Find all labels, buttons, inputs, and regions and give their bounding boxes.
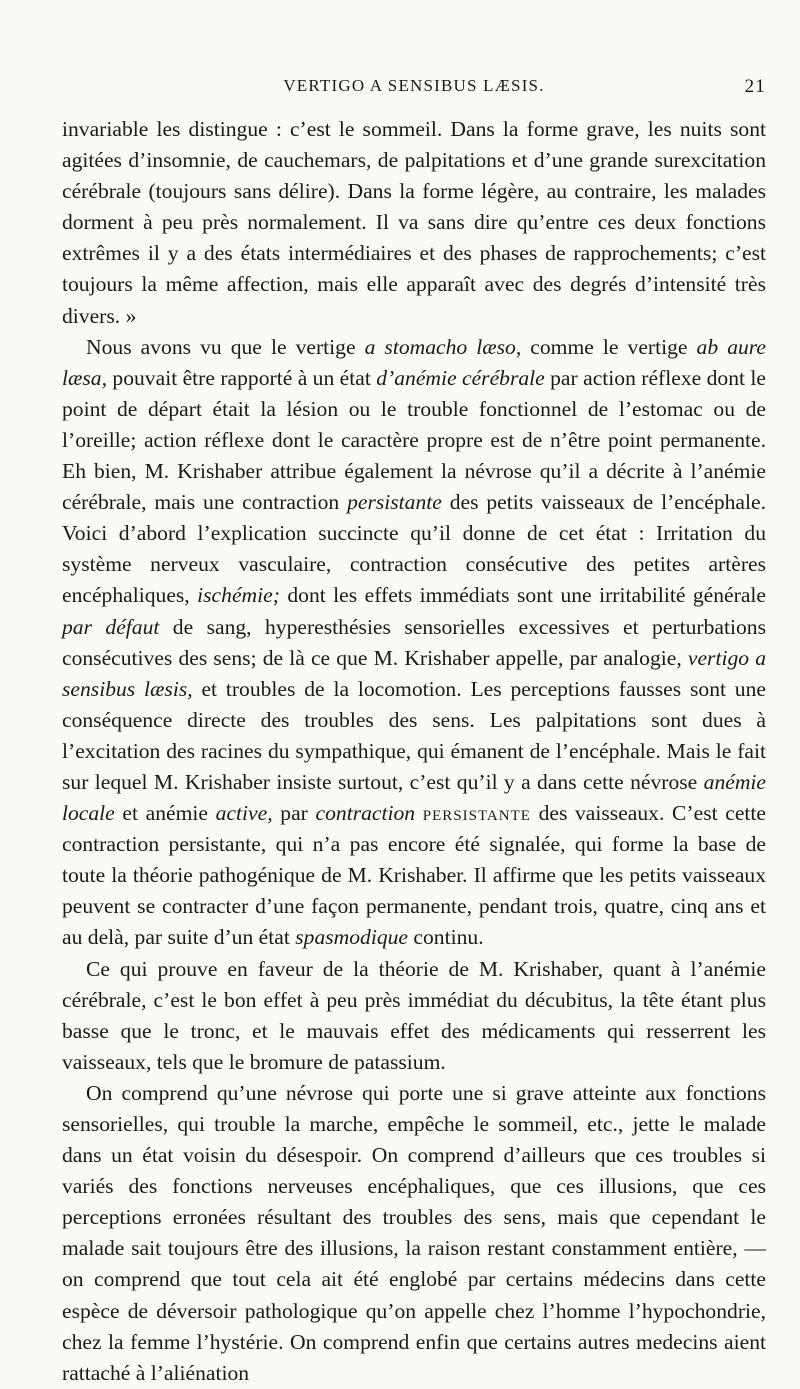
text-run: Ce qui prouve en faveur de la théorie de M. Krishaber, quant à l’anémie cérébrale, c’est le bon effet à peu près immédiat du décubitus, la tête étant plus basse que le tronc, et le mauvais effet des médicaments qui resserrent les vaisseaux, tels que le bromure de patassium. [62, 956, 766, 1074]
italic-run: ischémie; [197, 583, 280, 608]
text-run: par action réflexe dont le point de départ était la lésion ou le trouble fonctionnel de l’estomac ou de l’oreille; action réflexe dont le caractère propre est de n’être point permanente. Eh bien, M. Krishaber attribue également la névrose qu’il a décrite à l’anémie cérébrale, mais une contraction [62, 365, 766, 515]
paragraph [62, 954, 766, 1078]
text-run: par [272, 801, 316, 826]
text-run: et anémie [114, 801, 216, 826]
italic-run: a stomacho læso, [364, 334, 522, 359]
text-run: des petits vaisseaux de l’encéphale. Voici d’abord l’explication succincte qu’il donne de cet état : Irritation du système nerveux vasculaire, contraction consécutive des petites artères encéphaliques, [62, 490, 767, 608]
italic-run: ab aure læsa, [62, 334, 766, 390]
running-title: VERTIGO A SENSIBUS LÆSIS. [283, 76, 545, 95]
text-run: dont les effets immédiats sont une irritabilité générale [279, 583, 766, 608]
italic-run: anémie locale [62, 769, 766, 826]
text-run: et troubles de la locomotion. Les perceptions fausses sont une conséquence directe des troubles des sens. Les palpitations sont dues à l’excitation des racines du sympathique, qui émanent de l’encéphale. Mais le fait sur lequel M. Krishaber insiste surtout, c’est qu’il y a dans cette névrose [62, 676, 766, 794]
italic-run: contraction [315, 801, 416, 826]
text-run: comme le vertige [521, 334, 697, 359]
italic-run: vertigo a sensibus læsis, [62, 645, 766, 701]
italic-run: persistante [347, 490, 442, 515]
text-run: de sang, hyperesthésies sensorielles excessives et perturbations consécutives des sens; de là ce que M. Krishaber appelle, par analogie, [62, 614, 766, 670]
paragraph [62, 332, 766, 954]
paragraph [62, 114, 766, 332]
paragraph [62, 1078, 766, 1389]
text-run: pouvait être rapporté à un état [107, 365, 377, 390]
running-head [62, 76, 766, 104]
text-run: des vaisseaux. C’est cette contraction persistante, qui n’a pas encore été signalée, qui forme la base de toute la théorie pathogénique de M. Krishaber. Il affirme que les petits vaisseaux peuvent se contracter d’une façon permanente, pendant trois, quatre, cinq ans et au delà, par suite d’un état [62, 801, 767, 950]
italic-run: spasmodique [295, 925, 409, 950]
italic-run: par défaut [62, 614, 160, 639]
italic-run: active, [215, 801, 273, 826]
small-caps-run: persistante [422, 801, 531, 826]
text-run: Nous avons vu que le vertige [86, 334, 365, 359]
text-run: continu. [408, 925, 484, 950]
page-number: 21 [744, 76, 766, 97]
text-run: On comprend qu’une névrose qui porte une si grave atteinte aux fonctions sensorielles, qui trouble la marche, empêche le sommeil, etc., jette le malade dans un état voisin du désespoir. On comprend d’ailleurs que ces troubles si variés des fonctions nerveuses encéphaliques, que ces illusions, que ces perceptions erronées résultant des troubles des sens, mais que cependant le malade sait toujours être des illusions, la raison restant constamment entière, — on comprend que tout cela ait été englobé par certains médecins dans cette espèce de déversoir pathologique qu’on appelle chez l’homme l’hypochondrie, chez la femme l’hystérie. On comprend enfin que certains autres medecins aient rattaché à l’aliénation [62, 1080, 766, 1385]
text-run [415, 801, 423, 825]
body-text [62, 114, 766, 1389]
italic-run: d’anémie cérébrale [376, 365, 545, 390]
text-run: invariable les distingue : c’est le sommeil. Dans la forme grave, les nuits sont agitées d’insomnie, de cauchemars, de palpitations et d’une grande surexcitation cérébrale (toujours sans délire). Dans la forme légère, au contraire, les malades dorment à peu près normalement. Il va sans dire qu’entre ces deux fonctions extrêmes il y a des états intermédiaires et des phases de rapprochements; c’est toujours la même affection, mais elle apparaît avec des degrés d’intensité très divers. » [62, 117, 766, 328]
